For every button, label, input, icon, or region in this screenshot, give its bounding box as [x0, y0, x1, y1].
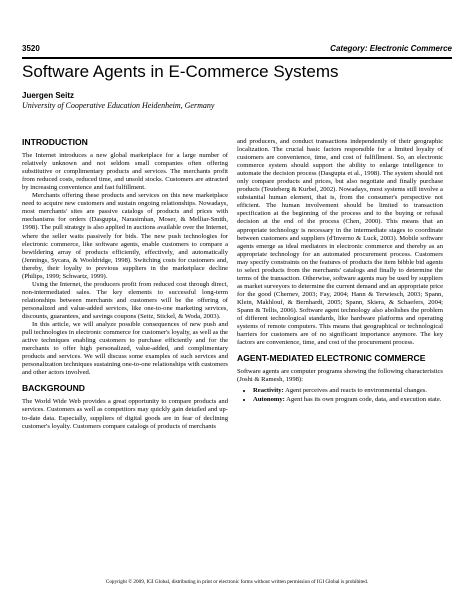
intro-paragraph-3: Using the Internet, the producers profit from reduced cost through direct, non-intermediated sales. The key elements to successful long-term relationships between merchants and customers will be the offering of personalized and value-added services, like one-to-one marketing services, discounts, guarantees, and savings coupons (Seitz, Stickel, & Woda, 2003). — [22, 280, 228, 320]
intro-paragraph-1: The Internet introduces a new global marketplace for a large number of relatively unknown and not seldom small companies often offering substitutive or complimentary products and services. The merchants profit from reduced costs, reduced time, and unsold stocks. Customers are attracted by increasing convenience and fast fulfillment. — [22, 152, 228, 192]
introduction-heading: INTRODUCTION — [22, 137, 88, 147]
intro-paragraph-4: In this article, we will analyze possible consequences of new push and pull technologies in electronic commerce for customer's loyalty, as well as the active techniques enabling customers to purchase efficiently and for the merchants to offer high personalized, value-added, and complimentary products and services. We will discuss some examples of such services and personalization techniques sustaining one-to-one relationships with customers and other actors involved. — [22, 321, 228, 377]
page-number: 3520 — [22, 44, 40, 53]
author-name: Juergen Seitz — [22, 91, 75, 100]
left-column — [22, 138, 228, 431]
background-heading: BACKGROUND — [22, 383, 86, 394]
background-paragraph-1: The World Wide Web provides a great opportunity to compare products and services. Customers as well as competitors may quickly gain detailed and up-to-date data. Especially, suppliers of digital goods are in fear of declining customer's loyalty. Customers compare catalogs of products of merchants — [22, 398, 228, 430]
bullet-term: Autonomy: — [253, 396, 285, 404]
category-label: Category: Electronic Commerce — [330, 44, 452, 53]
copyright-notice: Copyright © 2009, IGI Global, distributing in print or electronic forms without written permission of IGI Global is prohibited. — [105, 579, 369, 585]
agent-paragraph-1: Software agents are computer programs showing the following characteristics (Joshi & Ramesh, 1998): — [237, 368, 443, 384]
characteristics-list — [237, 387, 443, 404]
bullet-text: Agent has its own program code, data, and execution state. — [286, 396, 442, 404]
bullet-term: Reactivity: — [253, 387, 284, 395]
bullet-text: Agent perceives and reacts to environmental changes. — [285, 387, 427, 395]
intro-paragraph-2: Merchants offering these products and services on this new marketplace need to acquire new customers and sustain ongoing relationships. Nowadays, most merchants' sites are passive catalogs of products and prices with mechanisms for orders (Dasgupta, Narasimhan, Moser, & Melliar-Smith, 1998). The pull strategy is also applied in auctions available over the Internet, where the seller waits passively for bids. The new push technologies for electronic commerce, like software agents, enable customers to compare a bewildering array of products efficiently, effectively, and automatically (Jennings, Sycara, & Wooldridge, 1998). Switching costs for customers and, thereby, their loyalty to previous suppliers in the marketplace decline (Philips, 1999; Schwartz, 1999). — [22, 192, 228, 280]
list-item — [253, 387, 443, 395]
right-paragraph-1: and producers, and conduct transactions independently of their geographic localization. The crucial basic factors responsible for a limited loyalty of customers are convenience, time, and cost of fulfillment. So, an electronic commerce system should support the ability to enlarge intelligence to automate the decision process (Dasgupta et al., 1998). The system should not only compare products and prices, but also negotiate and finally purchase products (Teuteberg & Kurbel, 2002). Nowadays, most systems still involve a substantial human element, that is, from the consumer's perspective not efficient. The human involvement should be limited to transaction specification at the beginning of the process and to the buying or refusal decision at the end of the process (Chen, 2000). This means that an appropriate technology is necessary in the intermediate stages to coordinate between customers and suppliers (d'Inverno & Luck, 2003). Mobile software agents emerge as ideal mediators in electronic commerce and thereby as an appropriate technology for an automated procurement process. Customers may specify constraints on the features of products the item bibble bid agents to select products from the merchants' catalogs and finally to determine the terms of the transaction. Otherwise, software agents may be used by suppliers as market surveyors to determine the current demand and an appropriate price for the good (Chernev, 2003; Fay, 2004; Hann & Terwiesch, 2003; Spann, Klein, Makhlouf, & Bernhardt, 2005; Spann, Skiera, & Schaefers, 2004; Spann & Tellis, 2006). Software agent technology also abolishes the problem of different technological standards, like hardware platforms and operating systems of remote computers. This means that geographical or technological barriers for customers are of no significant importance anymore. The key factors are convenience, time, and cost of the procurement process. — [237, 138, 443, 347]
agent-mediated-heading: AGENT-MEDIATED ELECTRONIC COMMERCE — [237, 353, 426, 364]
article-title: Software Agents in E-Commerce Systems — [22, 62, 339, 81]
header-rule — [22, 57, 452, 59]
list-item — [253, 396, 443, 404]
right-column — [237, 138, 443, 405]
author-affiliation: University of Cooperative Education Heidenheim, Germany — [22, 101, 215, 110]
